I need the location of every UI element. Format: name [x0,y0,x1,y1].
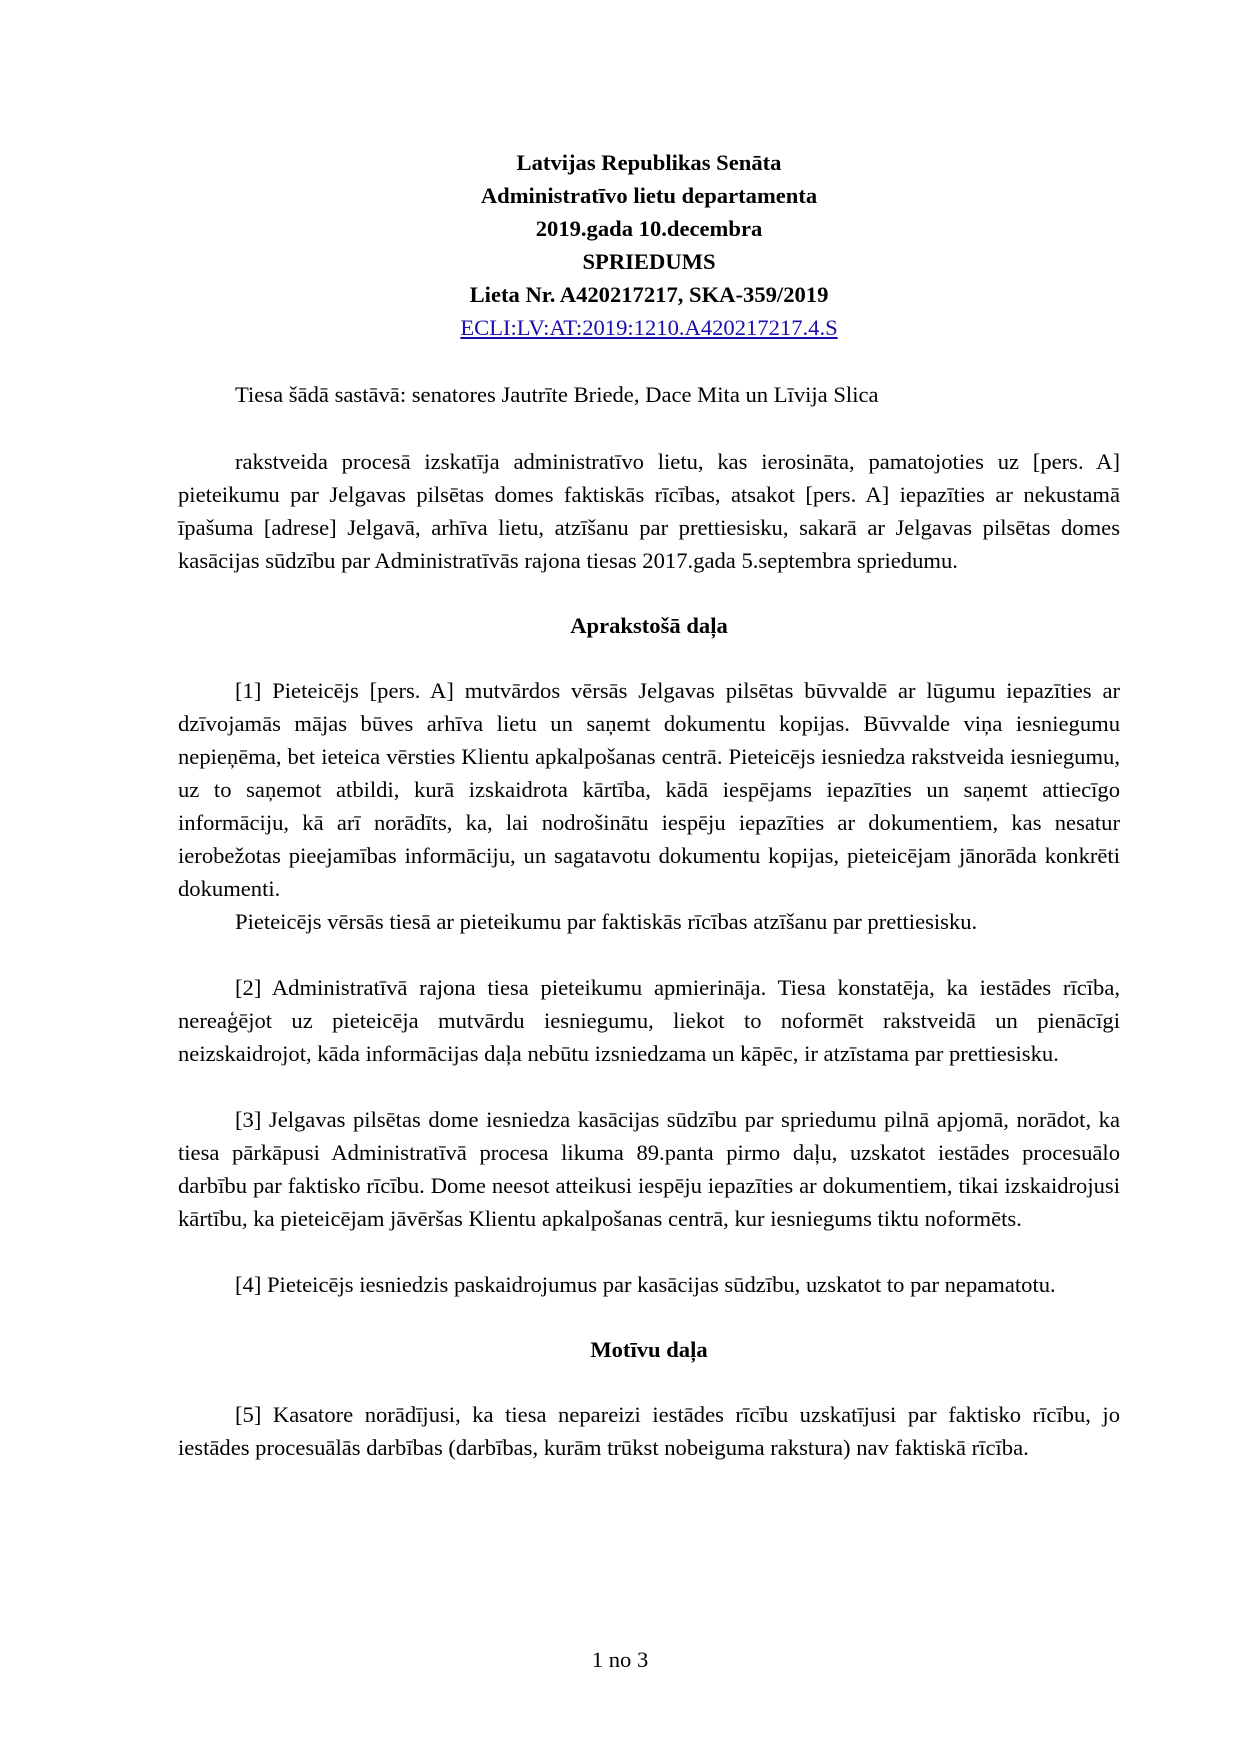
document-page [178,146,1120,1464]
paragraph-1: [1] Pieteicējs [pers. A] mutvārdos vērsās Jelgavas pilsētas būvvaldē ar lūgumu iepazīties ar dzīvojamās mājas būves arhīva lietu un saņemt dokumentu kopijas. Būvvalde viņa iesniegumu nepieņēma, bet ieteica vērsties Klientu apkalpošanas centrā. Pieteicējs iesniedza rakstveida iesniegumu, uz to saņemot atbildi, kurā izskaidrota kārtība, kādā iespējams iepazīties un saņemt attiecīgo informāciju, kā arī norādīts, ka, lai nodrošinātu iespēju iepazīties ar dokumentiem, kas nesatur ierobežotas pieejamības informāciju, un sagatavotu dokumentu kopijas, pieteicējam jānorāda konkrēti dokumenti. [178,678,1120,901]
descriptive-section-title: Aprakstošā daļa [570,613,728,638]
court-name: Latvijas Republikas Senāta [516,150,782,175]
court-composition: Tiesa šādā sastāvā: senatores Jautrīte Briede, Dace Mita un Līvija Slica [235,382,879,407]
paragraph-1-continued: Pieteicējs vērsās tiesā ar pieteikumu par faktiskās rīcības atzīšanu par prettiesisku. [235,909,978,934]
paragraph-2: [2] Administratīvā rajona tiesa pieteikumu apmierināja. Tiesa konstatēja, ka iestādes rīcība, nereaģējot uz pieteicēja mutvārdu iesniegumu, liekot to noformēt rakstveidā un pienācīgi neizskaidrojot, kāda informācijas daļa nebūtu izsniedzama un kāpēc, ir atzīstama par prettiesisku. [178,975,1120,1066]
motives-section-title: Motīvu daļa [590,1337,708,1362]
document-type: SPRIEDUMS [582,249,716,274]
department-name: Administratīvo lietu departamenta [480,183,818,208]
paragraph-4: [4] Pieteicējs iesniedzis paskaidrojumus par kasācijas sūdzību, uzskatot to par nepamatotu. [235,1272,1056,1297]
judgment-date: 2019.gada 10.decembra [535,216,763,241]
judgment-header [178,146,1120,344]
paragraph-5: [5] Kasatore norādījusi, ka tiesa nepareizi iestādes rīcību uzskatījusi par faktisko rīcību, jo iestādes procesuālās darbības (darbības, kurām trūkst nobeiguma rakstura) nav faktiskā rīcība. [178,1402,1120,1460]
ecli-link[interactable]: ECLI:LV:AT:2019:1210.A420217217.4.S [460,315,838,340]
intro-paragraph: rakstveida procesā izskatīja administratīvo lietu, kas ierosināta, pamatojoties uz [pers. A] pieteikumu par Jelgavas pilsētas domes faktiskās rīcības, atsakot [pers. A] iepazīties ar nekustamā īpašuma [adrese] Jelgavā, arhīva lietu, atzīšanu par prettiesisku, sakarā ar Jelgavas pilsētas domes kasācijas sūdzību par Administratīvās rajona tiesas 2017.gada 5.septembra spriedumu. [178,449,1120,573]
page-number: 1 no 3 [591,1647,649,1672]
paragraph-3: [3] Jelgavas pilsētas dome iesniedza kasācijas sūdzību par spriedumu pilnā apjomā, norādot, ka tiesa pārkāpusi Administratīvā procesa likuma 89.panta pirmo daļu, uzskatot iestādes procesuālo darbību par faktisko rīcību. Dome neesot atteikusi iespēju iepazīties ar dokumentiem, tikai izskaidrojusi kārtību, ka pieteicējam jāvēršas Klientu apkalpošanas centrā, kur iesniegums tiktu noformēts. [178,1107,1120,1231]
case-number: Lieta Nr. A420217217, SKA-359/2019 [469,282,829,307]
